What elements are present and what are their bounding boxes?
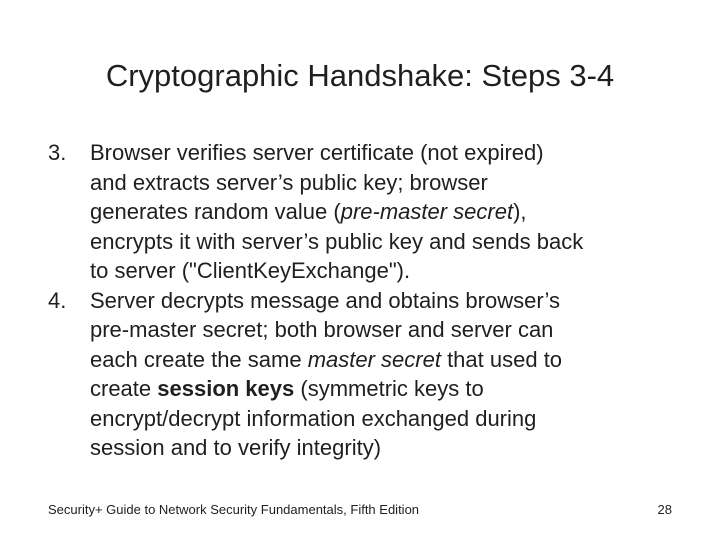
text-run: session and to verify integrity) [90, 435, 382, 460]
text-run: ), [513, 199, 527, 224]
step-number: 3. [48, 140, 67, 165]
text-run: generates random value ( [90, 199, 341, 224]
step-line [90, 168, 688, 198]
text-run: and extracts server’s public key; browser [90, 169, 488, 195]
step-line [90, 374, 688, 404]
text-run: pre-master secret; both browser and server can [90, 317, 554, 342]
step-line [90, 345, 688, 375]
text-run: create [90, 376, 158, 401]
step-line [90, 138, 688, 168]
text-run: Browser verifies server certificate (not expired) [90, 140, 544, 165]
step-line [90, 227, 688, 257]
text-run: encrypts it with server’s public key and sends back [90, 228, 584, 254]
text-run: (symmetric keys to [294, 376, 484, 401]
step-item [48, 286, 688, 463]
step-number: 4. [48, 287, 67, 313]
step-line [90, 256, 688, 286]
bold-term: session keys [157, 376, 295, 401]
step-list [48, 138, 688, 463]
text-run: Server decrypts message and obtains browser’s [90, 287, 560, 313]
step-line [90, 286, 688, 316]
slide-title: Cryptographic Handshake: Steps 3-4 [105, 58, 615, 93]
footer-source: Security+ Guide to Network Security Fundamentals, Fifth Edition [48, 502, 420, 517]
page-number: 28 [657, 502, 672, 517]
step-line [90, 404, 688, 434]
emphasized-term: pre-master secret [340, 199, 514, 224]
text-run: each create the same [90, 346, 308, 372]
text-run: that used to [440, 346, 563, 372]
step-text [90, 286, 688, 463]
step-item [48, 138, 688, 286]
step-line [90, 315, 688, 345]
step-text [90, 138, 688, 286]
text-run: to server ("ClientKeyExchange"). [90, 258, 411, 283]
step-line [90, 197, 688, 227]
step-line [90, 433, 688, 463]
text-run: encrypt/decrypt information exchanged during [90, 405, 537, 431]
emphasized-term: master secret [307, 346, 441, 372]
